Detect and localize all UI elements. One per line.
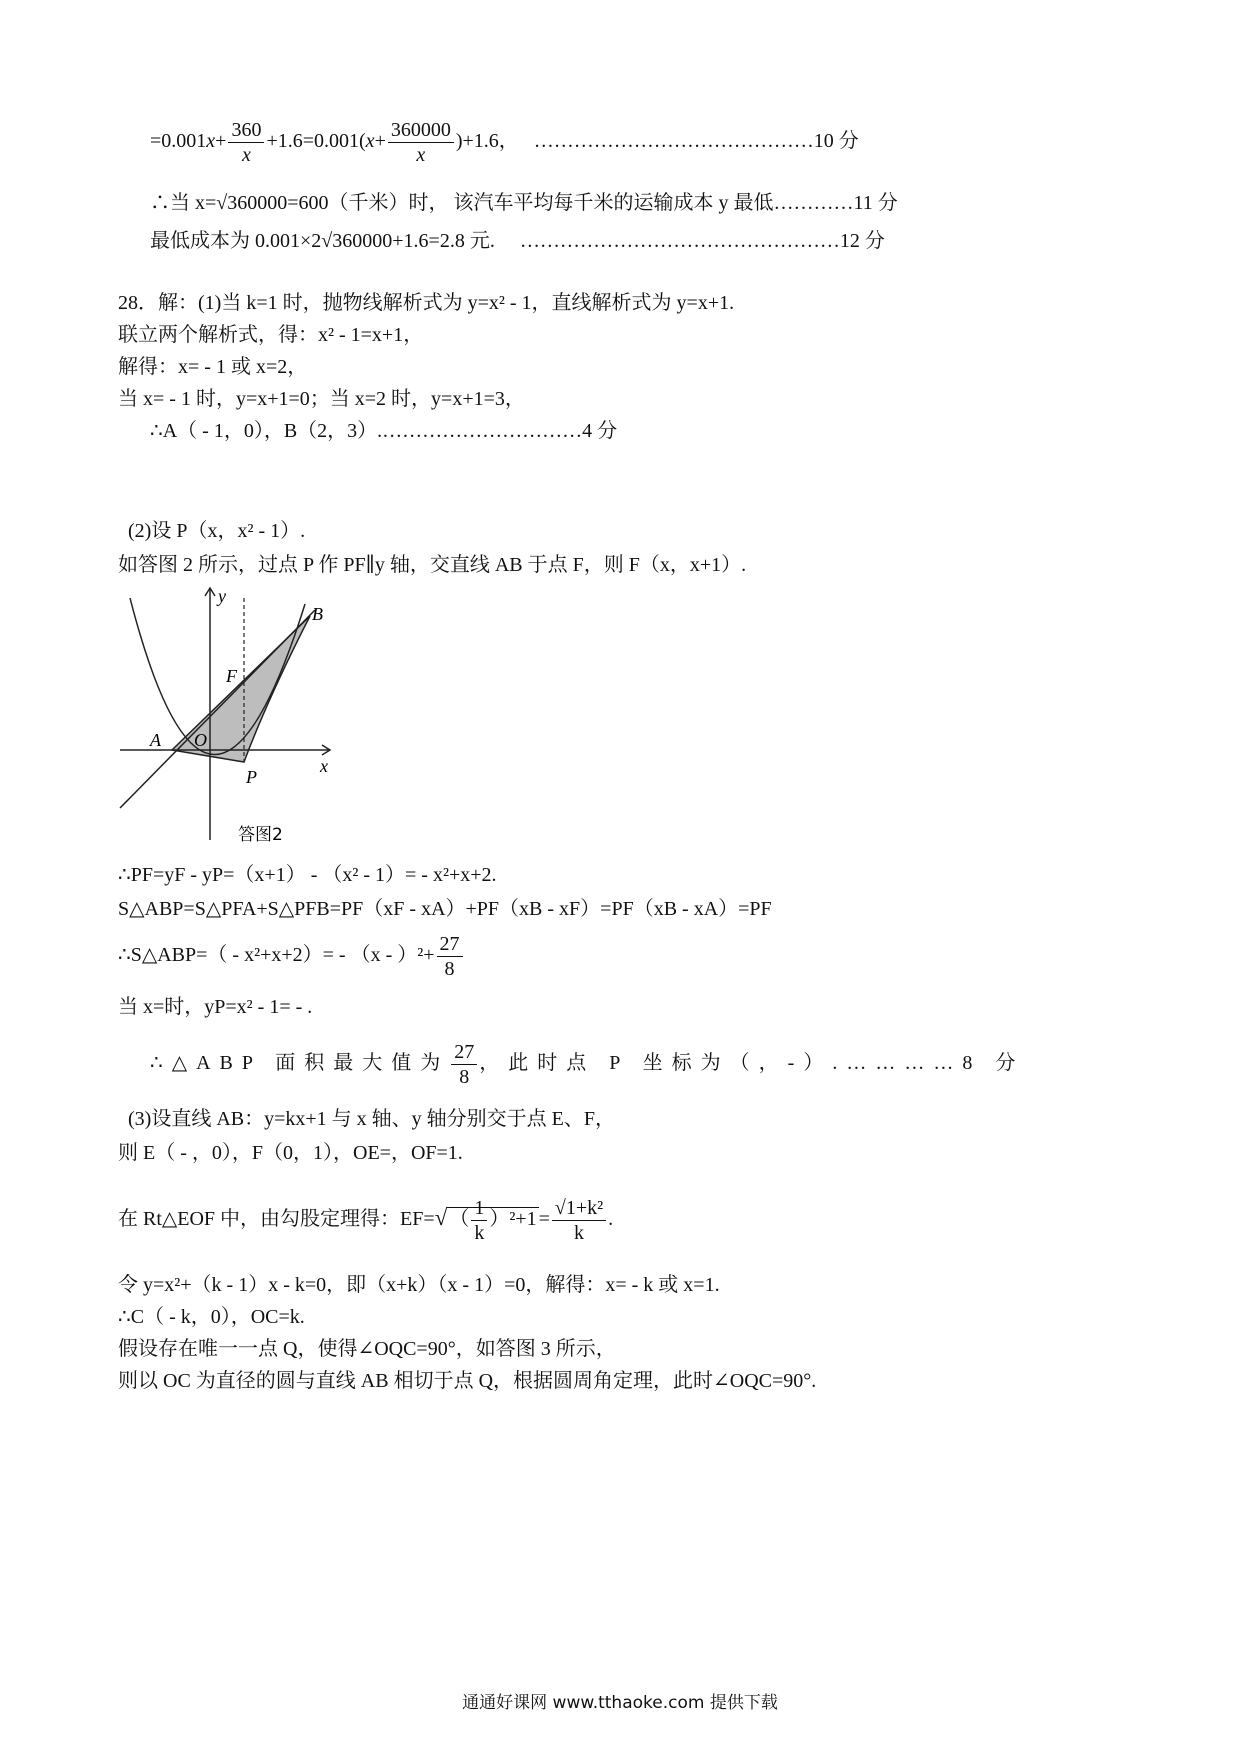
label-y: y bbox=[218, 586, 226, 606]
part2-line-7 bbox=[150, 1040, 1024, 1089]
frac-den: x bbox=[416, 144, 426, 166]
min-cost-statement: 该汽车平均每千米的运输成本 y 最低…………11 分 bbox=[453, 192, 898, 214]
fraction-27-8 bbox=[437, 932, 463, 981]
answer-figure-2 bbox=[110, 578, 350, 848]
part3-line-3 bbox=[118, 1196, 613, 1245]
therefore-when: ∴当 bbox=[150, 192, 190, 214]
equals: = bbox=[538, 1208, 550, 1231]
frac-num: √1+k² bbox=[552, 1196, 606, 1221]
pythagoras-lead: 在 Rt△EOF 中，由勾股定理得：EF= bbox=[118, 1208, 435, 1231]
label-p: P bbox=[246, 767, 257, 787]
area-expression: ∴S△ABP=（ - x²+x+2）= - （x - ）²+ bbox=[118, 944, 435, 967]
q28-line-5: ∴A（ - 1，0），B（2，3）.…………………………4 分 bbox=[150, 420, 618, 442]
part3-line-2: 则 E（ - ，0），F（0，1），OE=，OF=1. bbox=[118, 1142, 463, 1164]
part2-line-1: (2)设 P（x，x² - 1）. bbox=[128, 520, 306, 542]
fraction-1-k bbox=[471, 1196, 487, 1245]
score-10: ……………………………………10 分 bbox=[533, 130, 859, 153]
formula-lead: =0.001 bbox=[150, 130, 207, 153]
q28-line-1: 28．解：(1)当 k=1 时，抛物线解析式为 y=x² - 1，直线解析式为 y=x+1. bbox=[118, 292, 735, 314]
label-x: x bbox=[320, 756, 328, 776]
var-x: x bbox=[365, 130, 375, 153]
frac-num: 360000 bbox=[388, 118, 454, 143]
point-p-coords: ，此时点 P 坐标为（，-）.…………8 分 bbox=[479, 1052, 1025, 1075]
frac-num: 27 bbox=[451, 1040, 477, 1065]
part2-line-5 bbox=[118, 932, 465, 981]
part2-line-6: 当 x=时，yP=x² - 1= - . bbox=[118, 996, 313, 1018]
score-12: …………………………………………12 分 bbox=[519, 230, 885, 252]
frac-den: k bbox=[474, 1222, 485, 1244]
figure-caption: 答图2 bbox=[238, 825, 283, 845]
part2-line-3: ∴PF=yF - yP=（x+1） - （x² - 1）= - x²+x+2. bbox=[118, 864, 497, 886]
fraction-ef-result bbox=[552, 1196, 606, 1245]
fraction-360-x bbox=[228, 118, 264, 167]
fraction-27-8 bbox=[451, 1040, 477, 1089]
formula-line-1: =0.001x+ $\frac{360}{x}$ +1.6=0.001(x+ $\frac{360000}{x}$ )+1.6， ……………………………………10 分 bbox=[150, 119, 859, 166]
formula-mid: +1.6=0.001( bbox=[266, 130, 366, 153]
x-value: x=√360000=600（千米）时， bbox=[195, 192, 449, 214]
min-cost-value: 最低成本为 0.001×2√360000+1.6=2.8 元. bbox=[150, 230, 495, 252]
frac-num: 360 bbox=[228, 118, 264, 143]
line-ab bbox=[120, 610, 315, 808]
part2-line-2: 如答图 2 所示，过点 P 作 PF∥y 轴，交直线 AB 于点 F，则 F（x，x+1）. bbox=[118, 554, 747, 576]
part3-line-1: (3)设直线 AB：y=kx+1 与 x 轴、y 轴分别交于点 E、F， bbox=[128, 1108, 616, 1130]
q28-line-3: 解得：x= - 1 或 x=2， bbox=[118, 356, 308, 378]
frac-num: 1 bbox=[471, 1196, 487, 1221]
part3-line-5: ∴C（ - k，0），OC=k. bbox=[118, 1306, 305, 1328]
label-a: A bbox=[150, 730, 161, 750]
label-b: B bbox=[312, 604, 323, 624]
part2-line-4: S△ABP=S△PFA+S△PFB=PF（xF - xA）+PF（xB - xF）=PF（xB - xA）=PF bbox=[118, 898, 772, 920]
formula-tail: )+1.6， bbox=[455, 130, 519, 153]
sqrt-radicand: （ $\frac{1}{k}$ ）²+1 bbox=[449, 1197, 537, 1244]
label-o: O bbox=[194, 730, 207, 750]
frac-num: 27 bbox=[437, 932, 463, 957]
q28-line-4: 当 x= - 1 时，y=x+1=0；当 x=2 时，y=x+1=3， bbox=[118, 388, 525, 410]
formula-line-2 bbox=[150, 190, 898, 216]
period: . bbox=[608, 1208, 614, 1231]
frac-den: 8 bbox=[459, 1066, 470, 1088]
frac-den: x bbox=[242, 144, 251, 166]
q28-line-2: 联立两个解析式，得：x² - 1=x+1， bbox=[118, 324, 424, 346]
fraction-360000-x bbox=[388, 118, 454, 167]
part3-line-7: 则以 OC 为直径的圆与直线 AB 相切于点 Q，根据圆周角定理，此时∠OQC=90°. bbox=[118, 1370, 817, 1392]
radicand-tail: ²+1 bbox=[509, 1208, 537, 1231]
page-footer: 通通好课网 www.tthaoke.com 提供下载 bbox=[462, 1693, 778, 1713]
max-area-statement: ∴△ABP 面积最大值为 bbox=[150, 1052, 450, 1075]
frac-den: 8 bbox=[444, 958, 455, 980]
part3-line-4: 令 y=x²+（k - 1）x - k=0，即（x+k）（x - 1）=0，解得：x= - k 或 x=1. bbox=[118, 1274, 720, 1296]
formula-line-3 bbox=[150, 228, 885, 254]
part3-line-6: 假设存在唯一一点 Q，使得∠OQC=90°，如答图 3 所示， bbox=[118, 1338, 616, 1360]
frac-den: k bbox=[574, 1222, 584, 1244]
label-f: F bbox=[226, 666, 237, 686]
sqrt-sign: √ bbox=[434, 1205, 448, 1231]
var-x: x bbox=[206, 130, 216, 153]
